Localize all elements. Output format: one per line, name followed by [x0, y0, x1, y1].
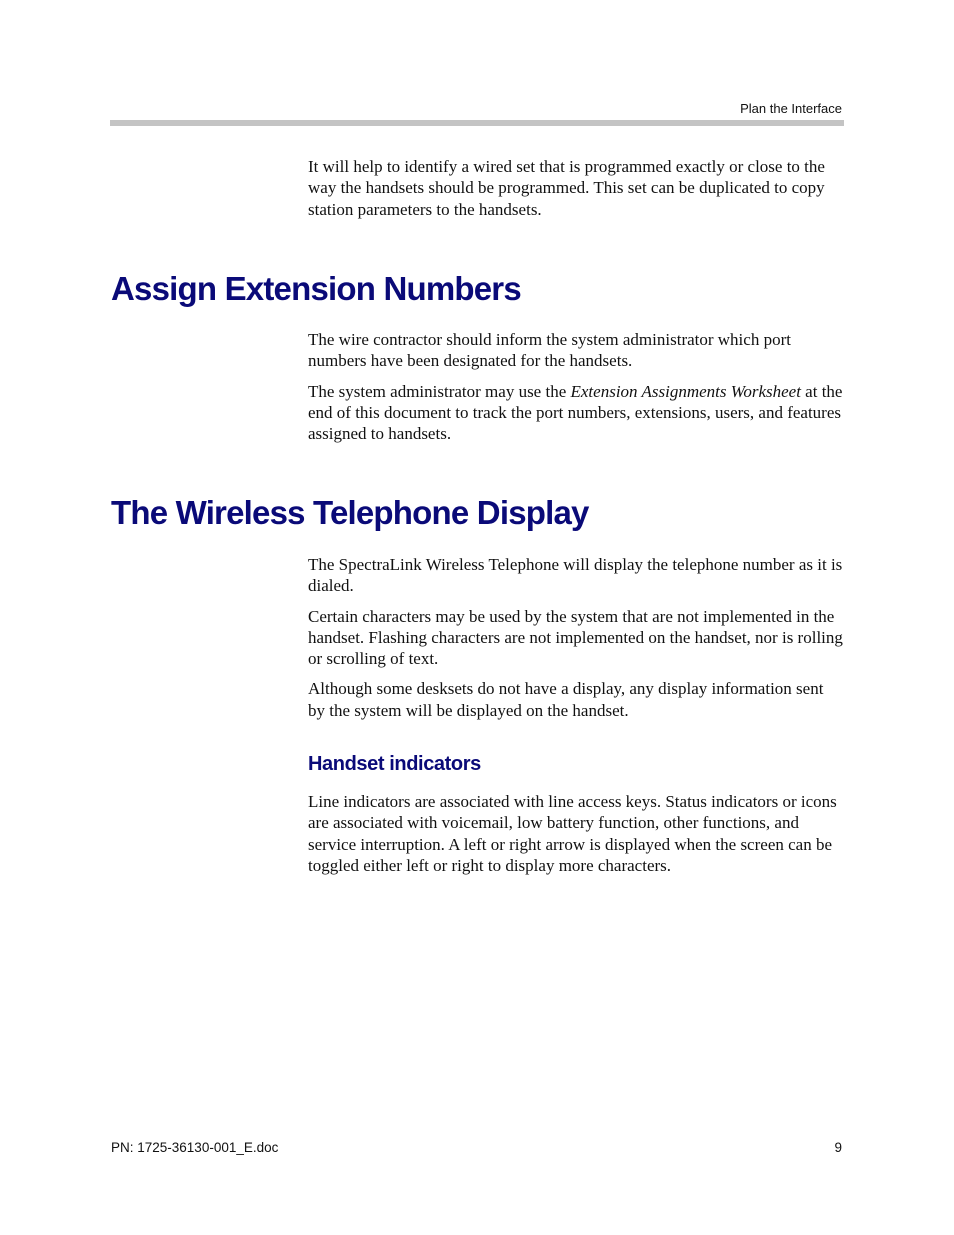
- handset-indicators-section: [308, 791, 844, 885]
- assign-extension-section: [308, 329, 844, 453]
- heading-handset-indicators: Handset indicators: [308, 753, 481, 775]
- header-rule: [110, 120, 844, 126]
- wireless-display-section: [308, 554, 844, 730]
- worksheet-title: Extension Assignments Worksheet: [570, 381, 801, 401]
- handset-indicators-paragraph: Line indicators are associated with line access keys. Status indicators or icons are associated with voicemail, low battery function, other functions, and service interruption. A left or right arrow is displayed when the screen can be toggled either left or right to display more characters.: [308, 792, 837, 875]
- wireless-display-paragraph-2: Certain characters may be used by the system that are not implemented in the handset. Flashing characters are not implemented on the handset, nor is rolling or scrolling of text.: [308, 606, 843, 669]
- page-number: 9: [834, 1140, 842, 1155]
- heading-wireless-telephone-display: The Wireless Telephone Display: [111, 494, 589, 531]
- running-header-title: Plan the Interface: [740, 101, 842, 116]
- paragraph-text: at the end of this document to track the port numbers, extensions, users, and features assigned to handsets.: [308, 381, 843, 444]
- assign-extension-paragraph-2: [308, 381, 844, 445]
- heading-assign-extension-numbers: Assign Extension Numbers: [111, 270, 521, 307]
- intro-paragraph: It will help to identify a wired set that is programmed exactly or close to the way the handsets should be programmed. This set can be duplicated to copy station parameters to the handsets.: [308, 157, 825, 219]
- part-number: PN: 1725-36130-001_E.doc: [111, 1140, 279, 1155]
- intro-section: [308, 156, 844, 229]
- paragraph-text: The system administrator may use the: [308, 381, 571, 401]
- wireless-display-paragraph-1: The SpectraLink Wireless Telephone will display the telephone number as it is dialed.: [308, 555, 843, 596]
- assign-extension-paragraph-1: The wire contractor should inform the system administrator which port numbers have been designated for the handsets.: [308, 330, 791, 371]
- wireless-display-paragraph-3: Although some desksets do not have a display, any display information sent by the system will be displayed on the handset.: [308, 679, 824, 720]
